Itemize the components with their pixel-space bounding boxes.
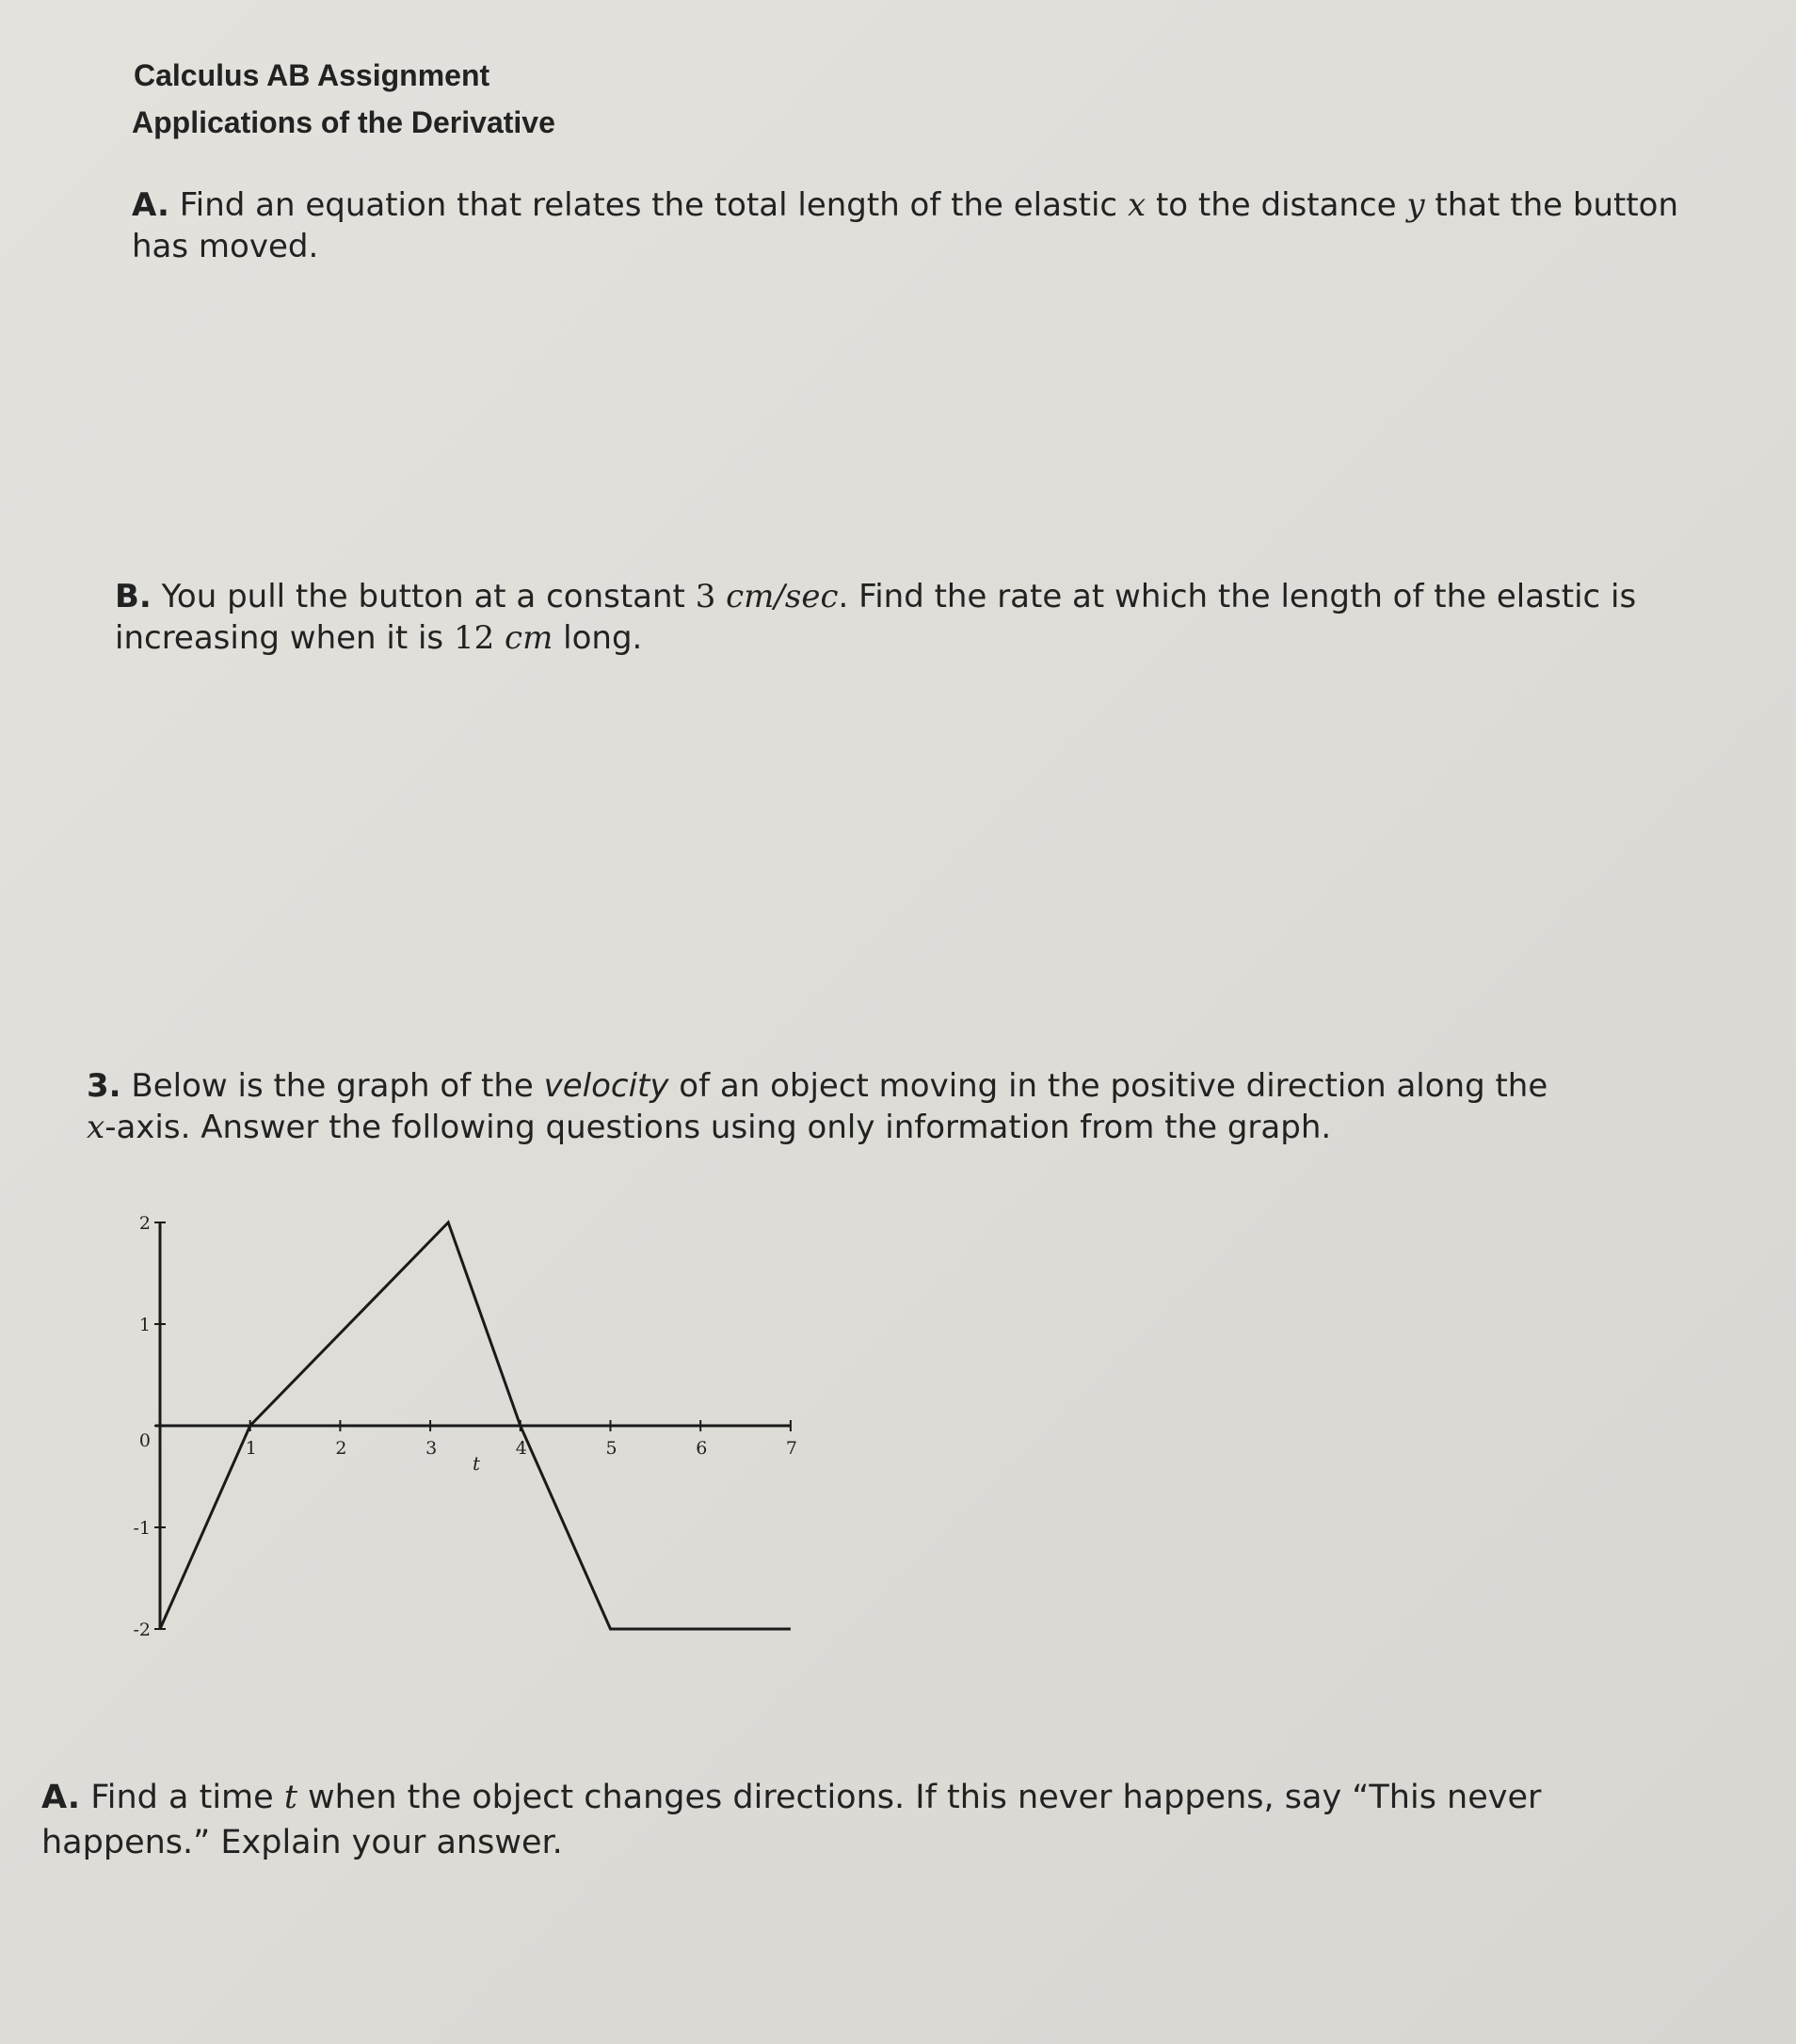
- question-3-number: 3.: [87, 1067, 121, 1105]
- y-tick-label: 0: [138, 1430, 151, 1451]
- x-tick-label: 3: [425, 1438, 438, 1459]
- question-3: 3. Below is the graph of the velocity of an object moving in the positive direction along the x-axis. Answer the following questions using only information from the graph.: [87, 1067, 1548, 1146]
- velocity-graph: [104, 1205, 819, 1675]
- y-tick-label: -1: [133, 1518, 151, 1539]
- x-tick-label: 1: [245, 1438, 257, 1459]
- x-tick-label: 7: [785, 1438, 797, 1459]
- x-tick-label: 4: [515, 1438, 527, 1459]
- y-tick-label: 1: [138, 1315, 151, 1335]
- x-tick-label: 2: [335, 1438, 347, 1459]
- part-b-question: B. You pull the button at a constant 3 cm/sec. Find the rate at which the length of the elastic is increasing when it is 12 cm long.: [115, 578, 1637, 657]
- x-axis-label: t: [473, 1452, 481, 1475]
- assignment-title: Calculus AB Assignment: [134, 58, 490, 92]
- part-a-letter: A.: [132, 186, 169, 224]
- part-a3-question: A. Find a time t when the object changes directions. If this never happens, say “This never happens.” Explain your answer.: [41, 1779, 1542, 1861]
- y-tick-label: 2: [138, 1213, 151, 1234]
- x-tick-label: 5: [605, 1438, 617, 1459]
- part-b-letter: B.: [115, 578, 152, 615]
- assignment-subtitle: Applications of the Derivative: [132, 105, 555, 139]
- part-a-question: A. Find an equation that relates the total length of the elastic x to the distance y that the button has moved.: [132, 186, 1679, 265]
- part-a3-letter: A.: [41, 1779, 81, 1816]
- y-tick-label: -2: [133, 1620, 151, 1640]
- x-tick-label: 6: [696, 1438, 708, 1459]
